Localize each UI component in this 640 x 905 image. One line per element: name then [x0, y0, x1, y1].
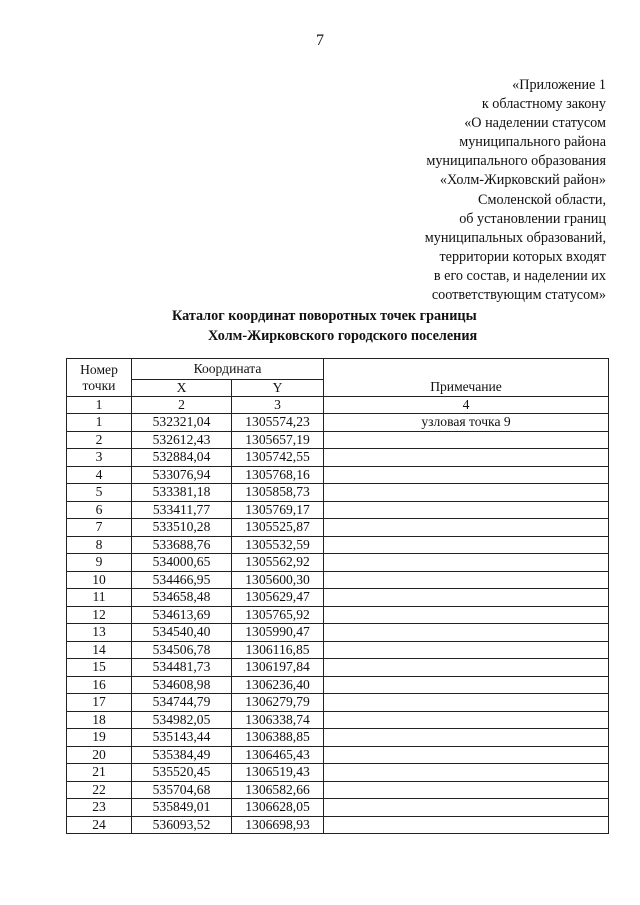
table-row	[67, 414, 609, 432]
note-cell	[324, 571, 609, 589]
y-coordinate-cell: 1305600,30	[232, 571, 324, 589]
note-cell	[324, 449, 609, 467]
x-coordinate-cell: 533688,76	[132, 536, 232, 554]
header-x: X	[132, 380, 232, 397]
y-coordinate-cell: 1306388,85	[232, 729, 324, 747]
y-coordinate-cell: 1306628,05	[232, 799, 324, 817]
coordinates-table	[66, 358, 609, 834]
header-note: Примечание	[324, 359, 609, 397]
x-coordinate-cell: 532612,43	[132, 431, 232, 449]
point-number-cell: 18	[67, 711, 132, 729]
x-coordinate-cell: 533411,77	[132, 501, 232, 519]
appendix-line: муниципальных образований,	[424, 229, 606, 246]
table-row	[67, 589, 609, 607]
table-row	[67, 624, 609, 642]
y-coordinate-cell: 1305574,23	[232, 414, 324, 432]
appendix-line: в его состав, и наделении их	[433, 267, 606, 284]
point-number-cell: 21	[67, 764, 132, 782]
appendix-line: Смоленской области,	[478, 191, 606, 208]
table-row	[67, 606, 609, 624]
y-coordinate-cell: 1306236,40	[232, 676, 324, 694]
y-coordinate-cell: 1305525,87	[232, 519, 324, 537]
x-coordinate-cell: 535704,68	[132, 781, 232, 799]
note-cell	[324, 816, 609, 834]
title-line-1: Каталог координат поворотных точек границы	[172, 308, 477, 324]
table-row	[67, 501, 609, 519]
note-cell	[324, 659, 609, 677]
point-number-cell: 16	[67, 676, 132, 694]
point-number-cell: 20	[67, 746, 132, 764]
point-number-cell: 12	[67, 606, 132, 624]
x-coordinate-cell: 534506,78	[132, 641, 232, 659]
x-coordinate-cell: 534481,73	[132, 659, 232, 677]
x-coordinate-cell: 533076,94	[132, 466, 232, 484]
y-coordinate-cell: 1306465,43	[232, 746, 324, 764]
point-number-cell: 6	[67, 501, 132, 519]
y-coordinate-cell: 1305742,55	[232, 449, 324, 467]
note-cell	[324, 799, 609, 817]
y-coordinate-cell: 1306116,85	[232, 641, 324, 659]
y-coordinate-cell: 1305657,19	[232, 431, 324, 449]
point-number-cell: 9	[67, 554, 132, 572]
appendix-line: муниципального образования	[426, 153, 606, 170]
note-cell	[324, 711, 609, 729]
x-coordinate-cell: 536093,52	[132, 816, 232, 834]
point-number-cell: 1	[67, 414, 132, 432]
table-row	[67, 466, 609, 484]
table-row	[67, 554, 609, 572]
point-number-cell: 13	[67, 624, 132, 642]
point-number-cell: 24	[67, 816, 132, 834]
note-cell	[324, 536, 609, 554]
x-coordinate-cell: 532321,04	[132, 414, 232, 432]
appendix-line: территории которых входят	[439, 248, 606, 265]
point-number-cell: 8	[67, 536, 132, 554]
x-coordinate-cell: 534540,40	[132, 624, 232, 642]
note-cell	[324, 466, 609, 484]
point-number-cell: 10	[67, 571, 132, 589]
point-number-cell: 11	[67, 589, 132, 607]
point-number-cell: 2	[67, 431, 132, 449]
point-number-cell: 14	[67, 641, 132, 659]
table-row	[67, 799, 609, 817]
column-number-3: 3	[232, 397, 324, 414]
note-cell	[324, 501, 609, 519]
x-coordinate-cell: 534982,05	[132, 711, 232, 729]
y-coordinate-cell: 1306338,74	[232, 711, 324, 729]
note-cell	[324, 431, 609, 449]
note-cell	[324, 729, 609, 747]
y-coordinate-cell: 1305990,47	[232, 624, 324, 642]
table-row	[67, 694, 609, 712]
table-row	[67, 729, 609, 747]
y-coordinate-cell: 1306582,66	[232, 781, 324, 799]
x-coordinate-cell: 534000,65	[132, 554, 232, 572]
y-coordinate-cell: 1306698,93	[232, 816, 324, 834]
note-cell	[324, 694, 609, 712]
y-coordinate-cell: 1305629,47	[232, 589, 324, 607]
point-number-cell: 17	[67, 694, 132, 712]
table-row	[67, 676, 609, 694]
table-row	[67, 764, 609, 782]
table-row	[67, 449, 609, 467]
appendix-line: «Приложение 1	[512, 77, 606, 93]
appendix-heading	[306, 76, 606, 305]
note-cell	[324, 641, 609, 659]
x-coordinate-cell: 532884,04	[132, 449, 232, 467]
page-number: 7	[316, 32, 324, 49]
point-number-cell: 3	[67, 449, 132, 467]
note-cell	[324, 746, 609, 764]
header-point-number	[67, 359, 132, 397]
point-number-cell: 4	[67, 466, 132, 484]
table-row	[67, 571, 609, 589]
table-row	[67, 641, 609, 659]
point-number-cell: 22	[67, 781, 132, 799]
column-number-1: 1	[67, 397, 132, 414]
x-coordinate-cell: 534658,48	[132, 589, 232, 607]
y-coordinate-cell: 1305858,73	[232, 484, 324, 502]
note-cell	[324, 781, 609, 799]
header-coordinates: Координата	[132, 359, 324, 380]
x-coordinate-cell: 535384,49	[132, 746, 232, 764]
y-coordinate-cell: 1305532,59	[232, 536, 324, 554]
x-coordinate-cell: 534466,95	[132, 571, 232, 589]
table-row	[67, 711, 609, 729]
header-number-line1: Номер	[80, 361, 118, 377]
y-coordinate-cell: 1305562,92	[232, 554, 324, 572]
point-number-cell: 19	[67, 729, 132, 747]
header-number-line2: точки	[82, 377, 116, 393]
table-row	[67, 431, 609, 449]
x-coordinate-cell: 534613,69	[132, 606, 232, 624]
y-coordinate-cell: 1305769,17	[232, 501, 324, 519]
table-row	[67, 536, 609, 554]
x-coordinate-cell: 535849,01	[132, 799, 232, 817]
y-coordinate-cell: 1305765,92	[232, 606, 324, 624]
x-coordinate-cell: 535520,45	[132, 764, 232, 782]
note-cell: узловая точка 9	[324, 414, 609, 432]
note-cell	[324, 519, 609, 537]
title-line-2: Холм-Жирковского городского поселения	[208, 328, 478, 344]
table-row	[67, 816, 609, 834]
note-cell	[324, 589, 609, 607]
note-cell	[324, 764, 609, 782]
y-coordinate-cell: 1306197,84	[232, 659, 324, 677]
table-row	[67, 519, 609, 537]
table-row	[67, 746, 609, 764]
y-coordinate-cell: 1305768,16	[232, 466, 324, 484]
point-number-cell: 5	[67, 484, 132, 502]
table-row	[67, 484, 609, 502]
y-coordinate-cell: 1306279,79	[232, 694, 324, 712]
appendix-line: муниципального района	[459, 134, 606, 151]
appendix-line: к областному закону	[481, 96, 606, 113]
point-number-cell: 15	[67, 659, 132, 677]
point-number-cell: 7	[67, 519, 132, 537]
y-coordinate-cell: 1306519,43	[232, 764, 324, 782]
note-cell	[324, 554, 609, 572]
header-y: Y	[232, 380, 324, 397]
x-coordinate-cell: 533510,28	[132, 519, 232, 537]
appendix-line: «Холм-Жирковский район»	[439, 172, 606, 189]
table-row	[67, 781, 609, 799]
column-number-2: 2	[132, 397, 232, 414]
appendix-line: об установлении границ	[459, 210, 606, 227]
appendix-line: «О наделении статусом	[464, 115, 606, 132]
point-number-cell: 23	[67, 799, 132, 817]
x-coordinate-cell: 533381,18	[132, 484, 232, 502]
column-number-4: 4	[324, 397, 609, 414]
table-row	[67, 659, 609, 677]
appendix-line: соответствующим статусом»	[431, 287, 606, 304]
x-coordinate-cell: 535143,44	[132, 729, 232, 747]
note-cell	[324, 624, 609, 642]
note-cell	[324, 606, 609, 624]
x-coordinate-cell: 534744,79	[132, 694, 232, 712]
note-cell	[324, 484, 609, 502]
note-cell	[324, 676, 609, 694]
x-coordinate-cell: 534608,98	[132, 676, 232, 694]
